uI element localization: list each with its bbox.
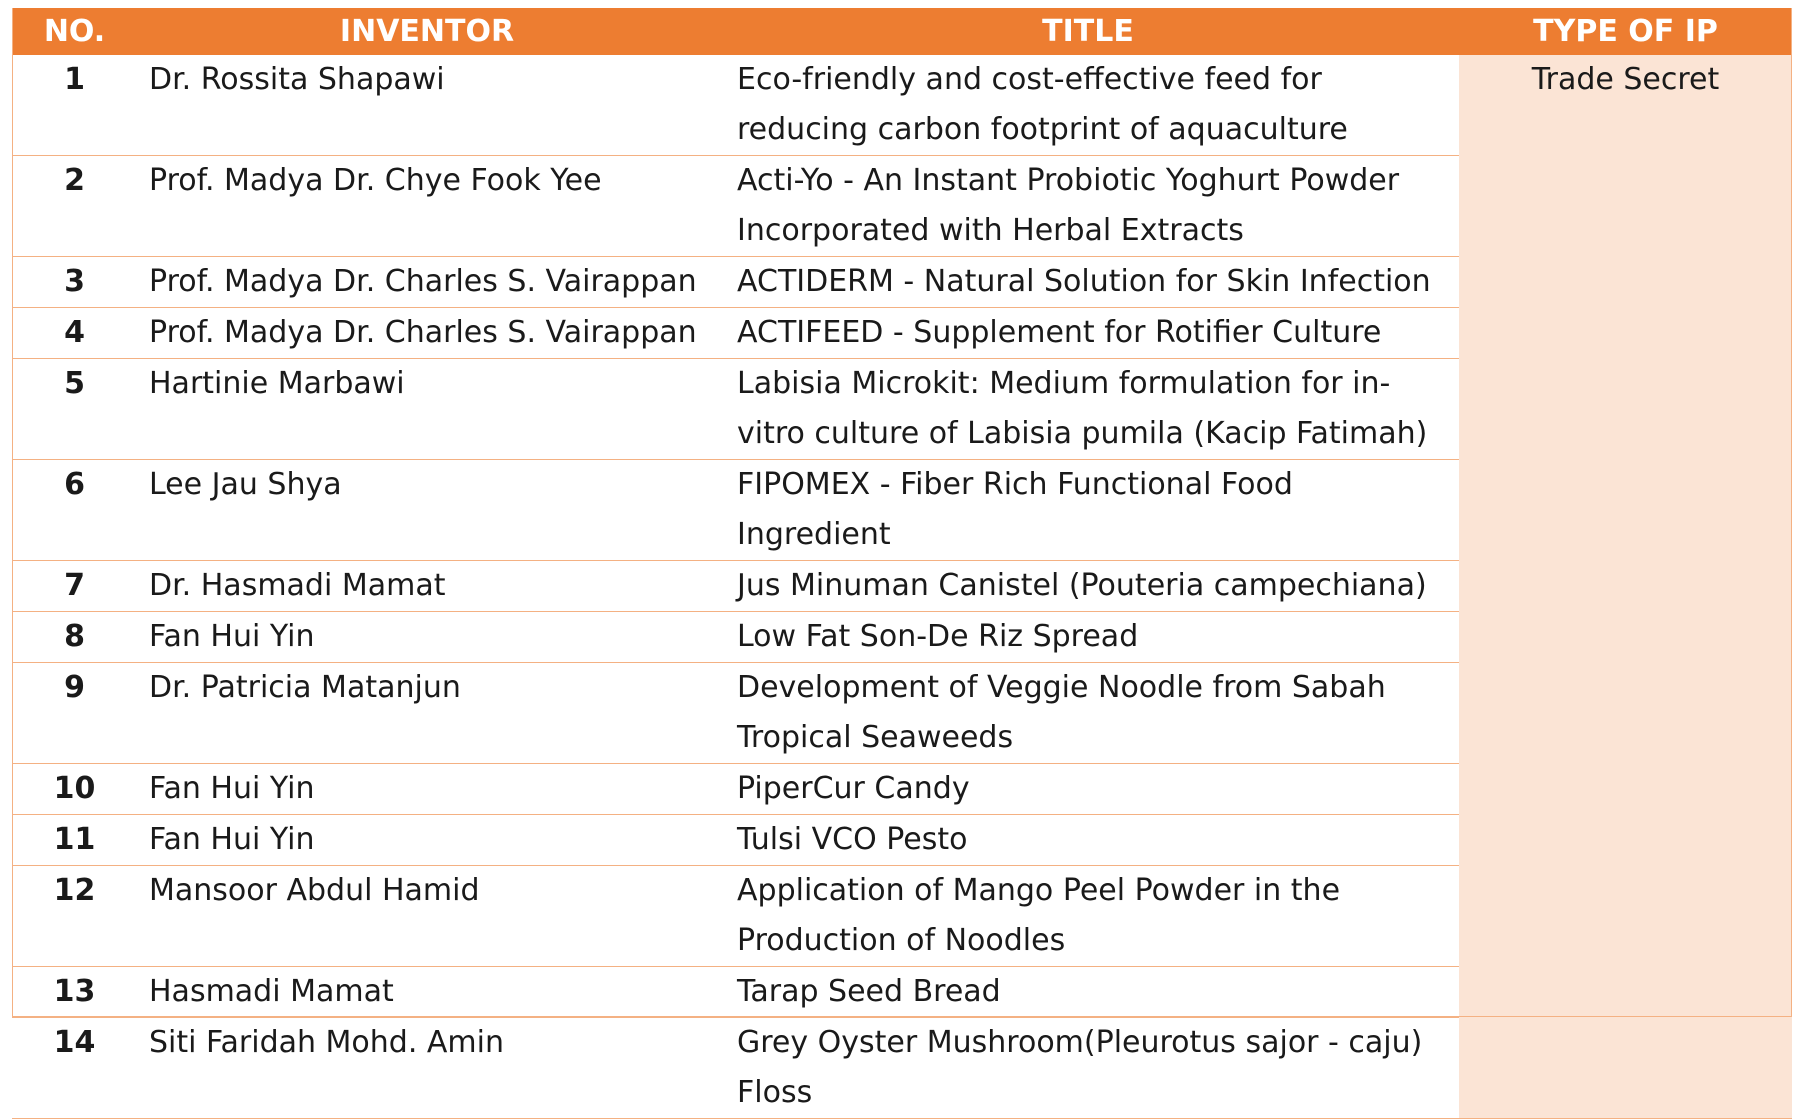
cell-title: Development of Veggie Noodle from Sabah Tropical Seaweeds <box>717 663 1459 764</box>
cell-inventor: Fan Hui Yin <box>137 815 717 866</box>
cell-inventor: Prof. Madya Dr. Chye Fook Yee <box>137 156 717 257</box>
cell-no: 6 <box>12 460 137 561</box>
cell-no: 14 <box>12 1018 137 1119</box>
table-header <box>12 8 1792 55</box>
cell-title: PiperCur Candy <box>717 764 1459 815</box>
cell-inventor: Dr. Hasmadi Mamat <box>137 561 717 612</box>
cell-no: 9 <box>12 663 137 764</box>
cell-no: 5 <box>12 359 137 460</box>
cell-inventor: Dr. Patricia Matanjun <box>137 663 717 764</box>
cell-title: ACTIFEED - Supplement for Rotifier Culture <box>717 308 1459 359</box>
cell-title: FIPOMEX - Fiber Rich Functional Food Ingredient <box>717 460 1459 561</box>
cell-title: Grey Oyster Mushroom(Pleurotus sajor - caju) Floss <box>717 1018 1459 1119</box>
cell-inventor: Siti Faridah Mohd. Amin <box>137 1018 717 1119</box>
cell-no: 10 <box>12 764 137 815</box>
cell-inventor: Fan Hui Yin <box>137 612 717 663</box>
ip-table <box>12 8 1792 1119</box>
cell-no: 1 <box>12 55 137 156</box>
table-body <box>12 55 1792 1119</box>
cell-type-of-ip: Trade Secret <box>1459 55 1792 1119</box>
cell-title: ACTIDERM - Natural Solution for Skin Infection <box>717 257 1459 308</box>
table-row <box>12 55 1792 156</box>
header-row <box>12 8 1792 55</box>
cell-title: Tulsi VCO Pesto <box>717 815 1459 866</box>
cell-title: Labisia Microkit: Medium formulation for in-vitro culture of Labisia pumila (Kacip Fatimah) <box>717 359 1459 460</box>
ip-table-container <box>12 8 1792 1119</box>
header-no: NO. <box>12 8 137 55</box>
cell-inventor: Hartinie Marbawi <box>137 359 717 460</box>
cell-inventor: Fan Hui Yin <box>137 764 717 815</box>
cell-inventor: Hasmadi Mamat <box>137 967 717 1018</box>
cell-no: 13 <box>12 967 137 1018</box>
header-inventor: INVENTOR <box>137 8 717 55</box>
cell-title: Application of Mango Peel Powder in the Production of Noodles <box>717 866 1459 967</box>
cell-inventor: Prof. Madya Dr. Charles S. Vairappan <box>137 257 717 308</box>
cell-no: 2 <box>12 156 137 257</box>
cell-title: Low Fat Son-De Riz Spread <box>717 612 1459 663</box>
cell-title: Jus Minuman Canistel (Pouteria campechiana) <box>717 561 1459 612</box>
cell-no: 3 <box>12 257 137 308</box>
cell-no: 7 <box>12 561 137 612</box>
cell-inventor: Prof. Madya Dr. Charles S. Vairappan <box>137 308 717 359</box>
cell-title: Acti-Yo - An Instant Probiotic Yoghurt Powder Incorporated with Herbal Extracts <box>717 156 1459 257</box>
header-title: TITLE <box>717 8 1459 55</box>
cell-no: 4 <box>12 308 137 359</box>
cell-title: Tarap Seed Bread <box>717 967 1459 1018</box>
cell-inventor: Lee Jau Shya <box>137 460 717 561</box>
header-type-of-ip: TYPE OF IP <box>1459 8 1792 55</box>
cell-inventor: Mansoor Abdul Hamid <box>137 866 717 967</box>
cell-title: Eco-friendly and cost-effective feed for reducing carbon footprint of aquaculture <box>717 55 1459 156</box>
cell-inventor: Dr. Rossita Shapawi <box>137 55 717 156</box>
cell-no: 12 <box>12 866 137 967</box>
cell-no: 8 <box>12 612 137 663</box>
cell-no: 11 <box>12 815 137 866</box>
